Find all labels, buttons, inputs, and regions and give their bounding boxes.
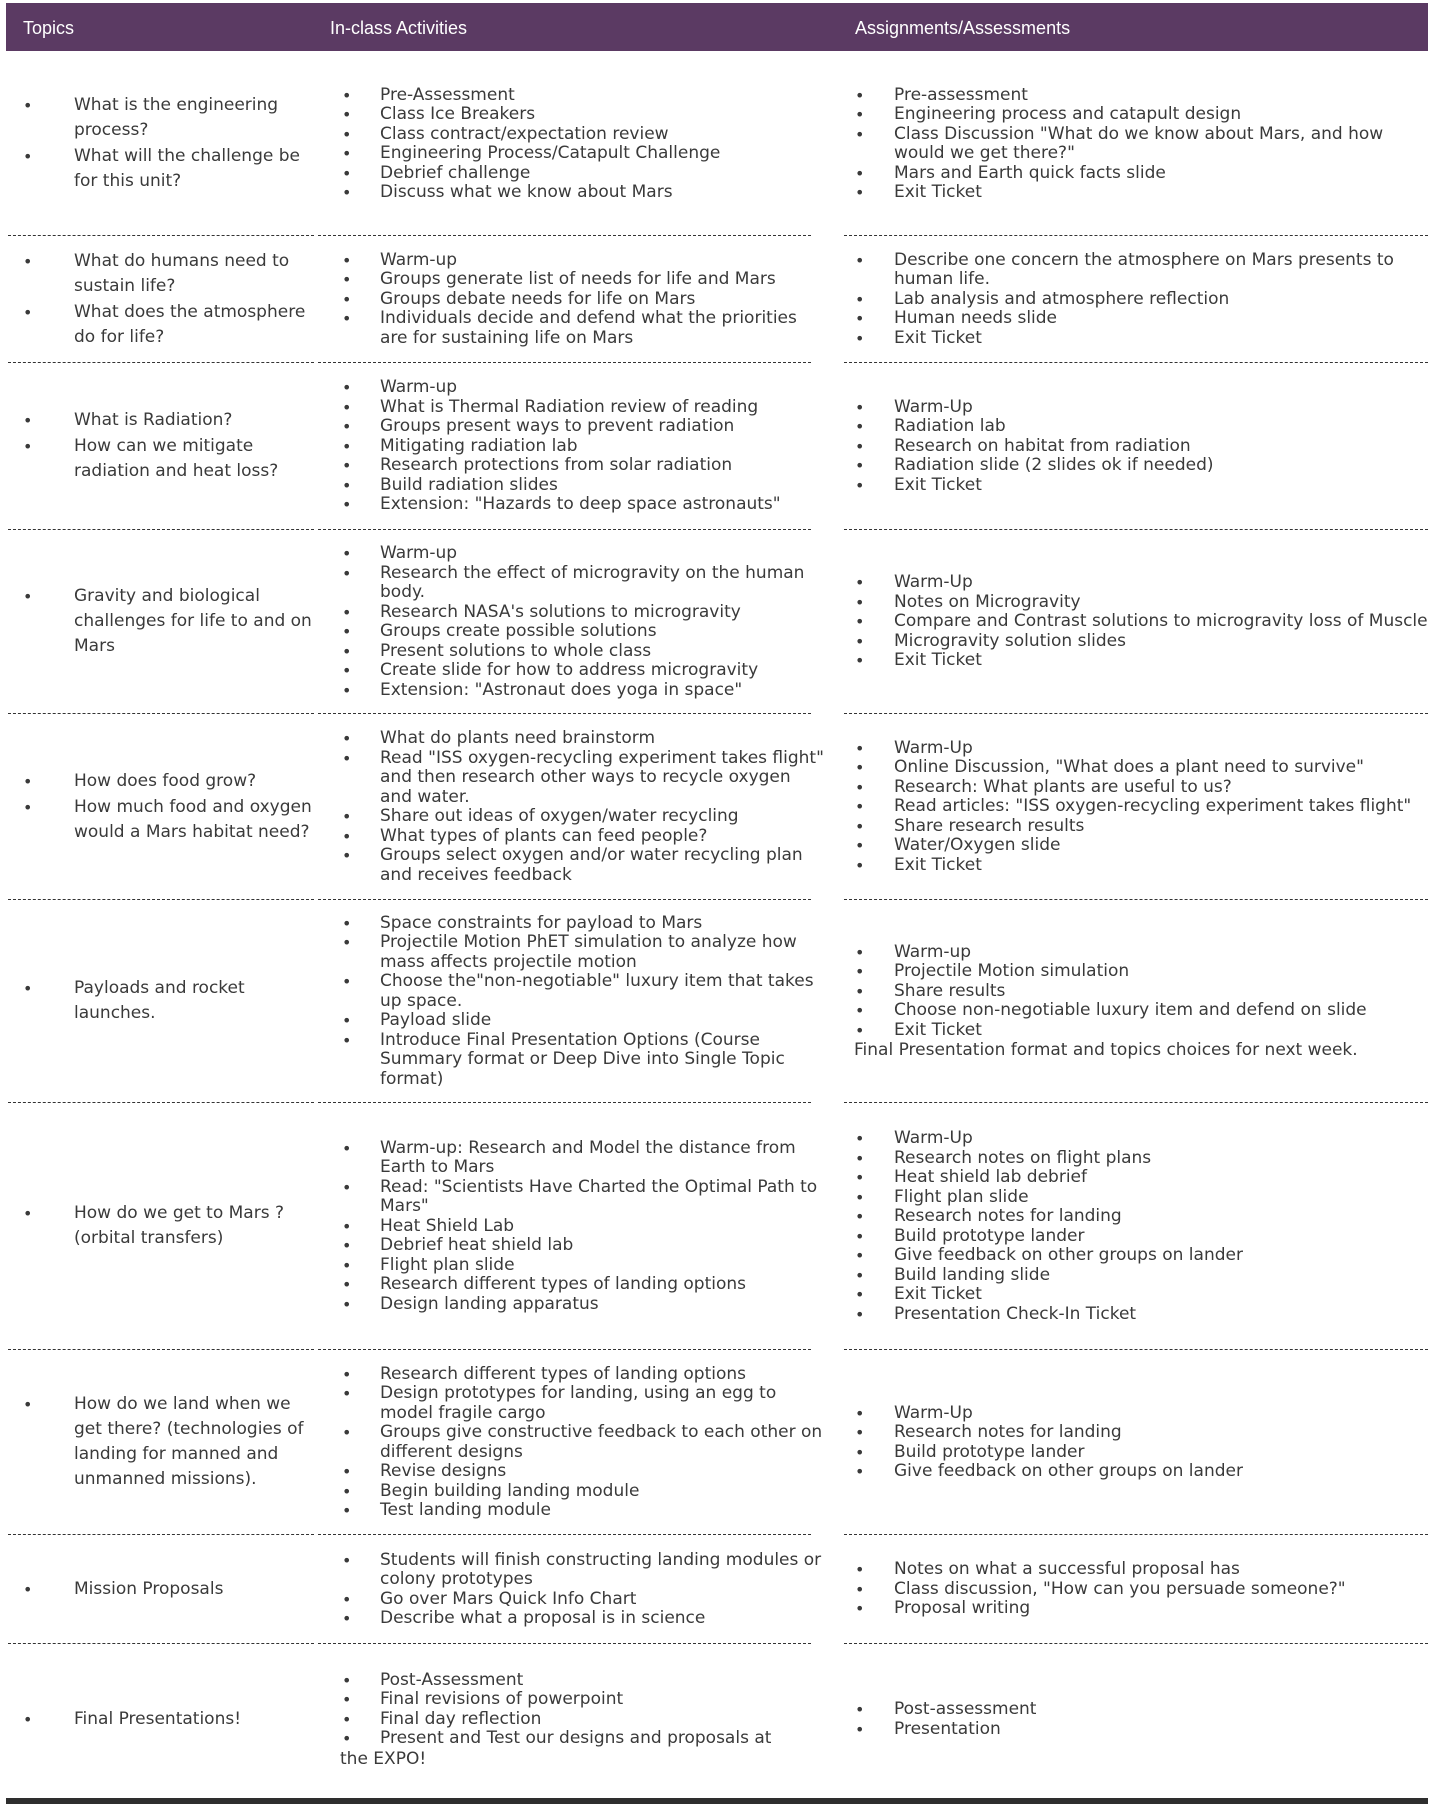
assignments-item: • Build landing slide <box>838 1266 1428 1286</box>
assignments-item: • Describe one concern the atmosphere on Mars presents to human life. <box>838 251 1428 290</box>
cell-assignments <box>838 714 1428 900</box>
activities-item: • Present solutions to whole class <box>324 642 824 662</box>
assignments-item: • Online Discussion, "What does a plant need to survive" <box>838 758 1428 778</box>
assignments-list <box>838 251 1428 349</box>
cell-activities <box>324 1535 824 1644</box>
cell-topics <box>6 52 318 236</box>
assignments-item: • Notes on Microgravity <box>838 593 1428 613</box>
activities-item: • Debrief challenge <box>324 164 824 184</box>
activities-item: • Read: "Scientists Have Charted the Optimal Path to Mars" <box>324 1178 824 1217</box>
cell-assignments <box>838 1350 1428 1535</box>
topics-item: • Final Presentations! <box>6 1707 318 1732</box>
assignments-item: • Warm-Up <box>838 398 1428 418</box>
assignments-list <box>838 1404 1428 1482</box>
activities-item: • Design landing apparatus <box>324 1295 824 1315</box>
assignments-item: • Class discussion, "How can you persuade someone?" <box>838 1580 1428 1600</box>
assignments-item: • Warm-up <box>838 943 1428 963</box>
assignments-note: Final Presentation format and topics choices for next week. <box>854 1040 1358 1061</box>
table-bottom-rule <box>6 1798 1428 1804</box>
activities-item: • What is Thermal Radiation review of reading <box>324 398 824 418</box>
cell-assignments <box>838 236 1428 363</box>
activities-item: • Class contract/expectation review <box>324 125 824 145</box>
cell-topics <box>6 236 318 363</box>
activities-item: • Choose the"non-negotiable" luxury item that takes up space. <box>324 972 824 1011</box>
activities-item: • Final day reflection <box>324 1710 824 1730</box>
activities-item: • Post-Assessment <box>324 1671 824 1691</box>
cell-activities <box>324 1644 824 1795</box>
activities-list <box>324 1365 824 1521</box>
assignments-item: • Read articles: "ISS oxygen-recycling experiment takes flight" <box>838 797 1428 817</box>
activities-item: • Create slide for how to address microgravity <box>324 661 824 681</box>
cell-activities <box>324 1103 824 1350</box>
topics-item: • How much food and oxygen would a Mars habitat need? <box>6 795 318 845</box>
topics-item: • How do we land when we get there? (technologies of landing for manned and unmanned missions). <box>6 1392 318 1492</box>
activities-item: • Research NASA's solutions to microgravity <box>324 603 824 623</box>
cell-assignments <box>838 52 1428 236</box>
assignments-item: • Notes on what a successful proposal has <box>838 1560 1428 1580</box>
cell-activities <box>324 530 824 714</box>
activities-item: • Go over Mars Quick Info Chart <box>324 1590 824 1610</box>
cell-activities <box>324 52 824 236</box>
topics-list <box>6 1577 318 1603</box>
header-assignments: Assignments/Assessments <box>855 18 1071 38</box>
assignments-item: • Give feedback on other groups on lander <box>838 1246 1428 1266</box>
assignments-item: • Post-assessment <box>838 1700 1428 1720</box>
assignments-item: • Exit Ticket <box>838 856 1428 876</box>
cell-topics <box>6 363 318 530</box>
topics-list <box>6 1201 318 1252</box>
assignments-item: • Lab analysis and atmosphere reflection <box>838 290 1428 310</box>
assignments-item: • Flight plan slide <box>838 1188 1428 1208</box>
cell-assignments <box>838 1644 1428 1795</box>
activities-note: the EXPO! <box>340 1748 427 1769</box>
assignments-item: • Give feedback on other groups on lander <box>838 1462 1428 1482</box>
table-row <box>6 52 1428 236</box>
activities-item: • Mitigating radiation lab <box>324 437 824 457</box>
activities-item: • Groups give constructive feedback to each other on different designs <box>324 1423 824 1462</box>
table-row <box>6 530 1428 714</box>
topics-list <box>6 1392 318 1493</box>
activities-list <box>324 86 824 203</box>
activities-list <box>324 1671 824 1749</box>
activities-list <box>324 1551 824 1629</box>
activities-item: • Begin building landing module <box>324 1482 824 1502</box>
assignments-item: • Engineering process and catapult design <box>838 105 1428 125</box>
activities-item: • Flight plan slide <box>324 1256 824 1276</box>
assignments-item: • Build prototype lander <box>838 1227 1428 1247</box>
cell-topics <box>6 1103 318 1350</box>
cell-assignments <box>838 900 1428 1103</box>
cell-assignments <box>838 363 1428 530</box>
assignments-item: • Exit Ticket <box>838 1021 1428 1041</box>
table-row <box>6 1644 1428 1795</box>
activities-item: • Share out ideas of oxygen/water recycling <box>324 807 824 827</box>
assignments-item: • Choose non-negotiable luxury item and defend on slide <box>838 1001 1428 1021</box>
activities-item: • Research the effect of microgravity on the human body. <box>324 564 824 603</box>
topics-item: • What will the challenge be for this unit? <box>6 144 318 194</box>
cell-assignments <box>838 1535 1428 1644</box>
assignments-item: • Microgravity solution slides <box>838 632 1428 652</box>
cell-topics <box>6 900 318 1103</box>
activities-item: • Describe what a proposal is in science <box>324 1609 824 1629</box>
assignments-list <box>838 573 1428 671</box>
topics-item: • How do we get to Mars ? (orbital transfers) <box>6 1201 318 1251</box>
activities-list <box>324 378 824 515</box>
cell-activities <box>324 714 824 900</box>
activities-item: • Warm-up: Research and Model the distance from Earth to Mars <box>324 1139 824 1178</box>
curriculum-table <box>6 0 1428 1811</box>
activities-item: • Students will finish constructing landing modules or colony prototypes <box>324 1551 824 1590</box>
activities-item: • Projectile Motion PhET simulation to analyze how mass affects projectile motion <box>324 933 824 972</box>
assignments-list <box>838 1129 1428 1324</box>
activities-item: • Warm-up <box>324 378 824 398</box>
topics-list <box>6 976 318 1027</box>
activities-item: • Read "ISS oxygen-recycling experiment takes flight" and then research other ways to recycle oxygen and water. <box>324 749 824 808</box>
activities-item: • Test landing module <box>324 1501 824 1521</box>
assignments-item: • Proposal writing <box>838 1599 1428 1619</box>
activities-list <box>324 251 824 349</box>
assignments-list <box>838 1700 1428 1739</box>
assignments-item: • Projectile Motion simulation <box>838 962 1428 982</box>
activities-item: • Payload slide <box>324 1011 824 1031</box>
assignments-item: • Heat shield lab debrief <box>838 1168 1428 1188</box>
topics-list <box>6 249 318 351</box>
topics-item: • How does food grow? <box>6 769 318 794</box>
topics-item: • What do humans need to sustain life? <box>6 249 318 299</box>
table-row <box>6 236 1428 363</box>
assignments-item: • Research notes on flight plans <box>838 1149 1428 1169</box>
cell-activities <box>324 900 824 1103</box>
assignments-item: • Research: What plants are useful to us? <box>838 778 1428 798</box>
activities-item: • Groups create possible solutions <box>324 622 824 642</box>
activities-item: • Class Ice Breakers <box>324 105 824 125</box>
assignments-item: • Water/Oxygen slide <box>838 836 1428 856</box>
topics-item: • What is Radiation? <box>6 408 318 433</box>
assignments-item: • Share results <box>838 982 1428 1002</box>
topics-item: • What is the engineering process? <box>6 93 318 143</box>
topics-item: • Payloads and rocket launches. <box>6 976 318 1026</box>
activities-item: • Groups generate list of needs for life and Mars <box>324 270 824 290</box>
activities-item: • Space constraints for payload to Mars <box>324 914 824 934</box>
assignments-item: • Mars and Earth quick facts slide <box>838 164 1428 184</box>
header-activities: In-class Activities <box>330 18 468 38</box>
assignments-item: • Presentation <box>838 1720 1428 1740</box>
assignments-item: • Pre-assessment <box>838 86 1428 106</box>
table-row <box>6 1535 1428 1644</box>
assignments-list <box>838 943 1428 1041</box>
assignments-list <box>838 739 1428 876</box>
assignments-item: • Human needs slide <box>838 309 1428 329</box>
activities-item: • Groups select oxygen and/or water recycling plan and receives feedback <box>324 846 824 885</box>
activities-item: • What types of plants can feed people? <box>324 827 824 847</box>
header-topics: Topics <box>23 18 75 38</box>
cell-topics <box>6 530 318 714</box>
assignments-item: • Class Discussion "What do we know about Mars, and how would we get there?" <box>838 125 1428 164</box>
activities-item: • Groups present ways to prevent radiation <box>324 417 824 437</box>
table-row <box>6 900 1428 1103</box>
assignments-item: • Research notes for landing <box>838 1423 1428 1443</box>
assignments-item: • Warm-Up <box>838 573 1428 593</box>
activities-item: • Research different types of landing options <box>324 1365 824 1385</box>
activities-item: • Heat Shield Lab <box>324 1217 824 1237</box>
activities-list <box>324 544 824 700</box>
assignments-item: • Warm-Up <box>838 1404 1428 1424</box>
activities-item: • Discuss what we know about Mars <box>324 183 824 203</box>
assignments-item: • Share research results <box>838 817 1428 837</box>
cell-activities <box>324 1350 824 1535</box>
cell-activities <box>324 236 824 363</box>
topics-list <box>6 584 318 660</box>
activities-item: • Warm-up <box>324 544 824 564</box>
assignments-item: • Warm-Up <box>838 1129 1428 1149</box>
cell-topics <box>6 1644 318 1795</box>
cell-assignments <box>838 530 1428 714</box>
topics-item: • Mission Proposals <box>6 1577 318 1602</box>
table-row <box>6 1103 1428 1350</box>
assignments-item: • Exit Ticket <box>838 329 1428 349</box>
topics-item: • Gravity and biological challenges for life to and on Mars <box>6 584 318 659</box>
assignments-item: • Research notes for landing <box>838 1207 1428 1227</box>
activities-item: • Introduce Final Presentation Options (Course Summary format or Deep Dive into Single Topic format) <box>324 1031 824 1090</box>
activities-item: • Engineering Process/Catapult Challenge <box>324 144 824 164</box>
activities-item: • Extension: "Astronaut does yoga in space" <box>324 681 824 701</box>
activities-item: • Revise designs <box>324 1462 824 1482</box>
activities-item: • Groups debate needs for life on Mars <box>324 290 824 310</box>
topics-list <box>6 93 318 195</box>
cell-topics <box>6 1535 318 1644</box>
topics-list <box>6 769 318 846</box>
cell-assignments <box>838 1103 1428 1350</box>
assignments-item: • Radiation slide (2 slides ok if needed) <box>838 456 1428 476</box>
table-row <box>6 1350 1428 1535</box>
table-row <box>6 363 1428 530</box>
topics-item: • What does the atmosphere do for life? <box>6 300 318 350</box>
table-row <box>6 714 1428 900</box>
cell-topics <box>6 1350 318 1535</box>
assignments-list <box>838 1560 1428 1619</box>
activities-item: • Research protections from solar radiation <box>324 456 824 476</box>
activities-item: • Present and Test our designs and proposals at <box>324 1729 824 1749</box>
activities-list <box>324 914 824 1090</box>
cell-topics <box>6 714 318 900</box>
activities-item: • Extension: "Hazards to deep space astronauts" <box>324 495 824 515</box>
activities-item: • What do plants need brainstorm <box>324 729 824 749</box>
activities-list <box>324 1139 824 1315</box>
assignments-list <box>838 86 1428 203</box>
activities-item: • Final revisions of powerpoint <box>324 1690 824 1710</box>
assignments-item: • Exit Ticket <box>838 651 1428 671</box>
activities-item: • Individuals decide and defend what the priorities are for sustaining life on Mars <box>324 309 824 348</box>
topics-item: • How can we mitigate radiation and heat loss? <box>6 434 318 484</box>
activities-item: • Debrief heat shield lab <box>324 1236 824 1256</box>
activities-item: • Pre-Assessment <box>324 86 824 106</box>
activities-item: • Build radiation slides <box>324 476 824 496</box>
activities-list <box>324 729 824 885</box>
cell-activities <box>324 363 824 530</box>
assignments-item: • Exit Ticket <box>838 1285 1428 1305</box>
topics-list <box>6 1707 318 1733</box>
assignments-item: • Presentation Check-In Ticket <box>838 1305 1428 1325</box>
assignments-item: • Research on habitat from radiation <box>838 437 1428 457</box>
assignments-item: • Build prototype lander <box>838 1443 1428 1463</box>
assignments-item: • Warm-Up <box>838 739 1428 759</box>
topics-list <box>6 408 318 485</box>
table-header <box>6 3 1428 51</box>
activities-item: • Warm-up <box>324 251 824 271</box>
assignments-item: • Compare and Contrast solutions to microgravity loss of Muscle <box>838 612 1428 632</box>
assignments-list <box>838 398 1428 496</box>
activities-item: • Design prototypes for landing, using an egg to model fragile cargo <box>324 1384 824 1423</box>
activities-item: • Research different types of landing options <box>324 1275 824 1295</box>
assignments-item: • Exit Ticket <box>838 476 1428 496</box>
assignments-item: • Radiation lab <box>838 417 1428 437</box>
assignments-item: • Exit Ticket <box>838 183 1428 203</box>
